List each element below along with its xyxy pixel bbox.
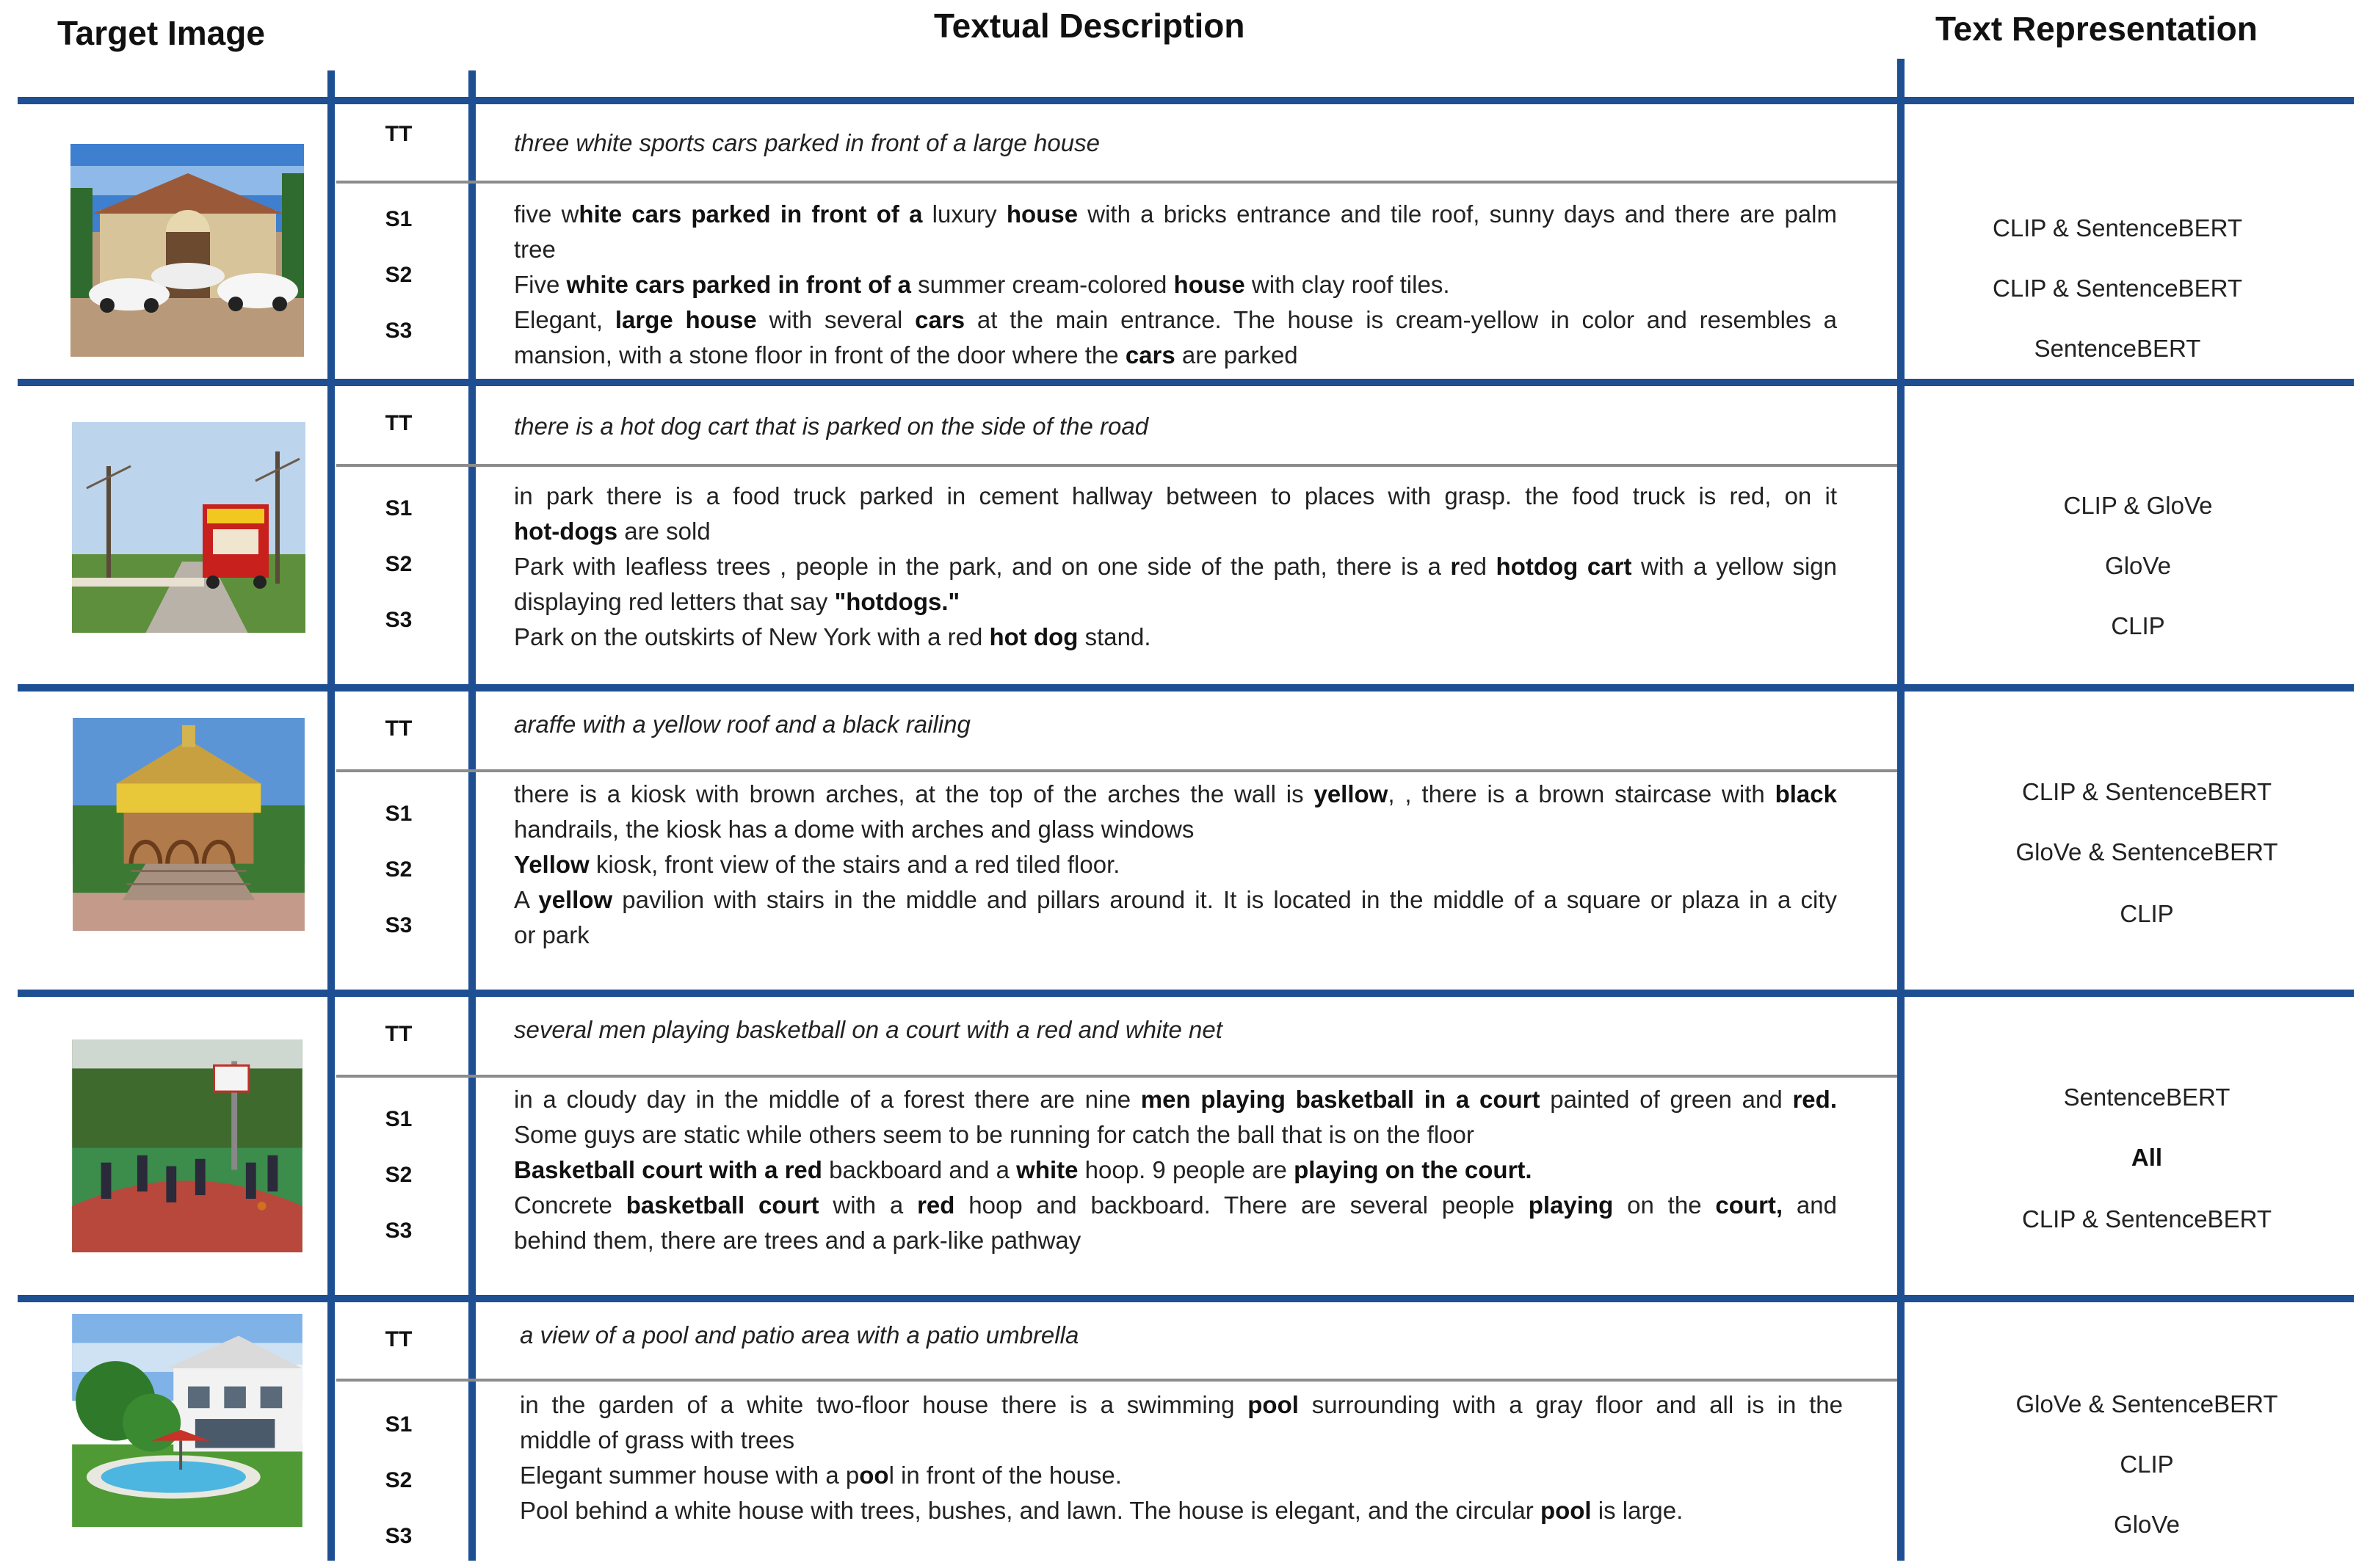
target-image-pool-house: [70, 1314, 304, 1530]
representation-s2: GloVe & SentenceBERT: [2015, 838, 2278, 865]
label-s2: S2: [385, 1163, 413, 1187]
representation-s2: GloVe: [2105, 552, 2171, 579]
representation-s1: CLIP & SentenceBERT: [2022, 778, 2272, 805]
label-s1: S1: [385, 496, 413, 520]
pool-house-icon: [70, 1314, 304, 1527]
tt-caption: several men playing basketball on a court with a red and white net: [514, 1016, 1222, 1043]
representation-s2: CLIP: [2120, 1451, 2174, 1478]
tt-caption: a view of a pool and patio area with a patio umbrella: [520, 1321, 1079, 1349]
sentences-block: in a cloudy day in the middle of a forest there are nine men playing basketball in a court painted of green and red. Some guys are static while others seem to be running for catch the ball that is on the floor Basketball court with a red backboard and a white hoop. 9 people are playing on the court. Concrete basketball court with a red hoop and backboard. There are several people playing on the court, and behind them, there are trees and a park-like pathway: [514, 1086, 1837, 1254]
tt-caption: araffe with a yellow roof and a black railing: [514, 711, 971, 738]
column-divider-image: [327, 70, 335, 1561]
tt-separator: [336, 464, 1897, 467]
label-tt: TT: [385, 1327, 413, 1351]
row-separator: [18, 97, 2354, 104]
gazebo-icon: [72, 718, 305, 931]
label-s3: S3: [385, 1524, 413, 1548]
target-image-mansion: [70, 144, 304, 357]
column-divider-label: [468, 70, 476, 1561]
sentences-block: in park there is a food truck parked in cement hallway between to places with grasp. the food truck is red, on it hot-dogs are sold Park with leafless trees , people in the park, and on one side of the path, there is a red hotdog cart with a yellow sign displaying red letters that say "hotdogs." Park on the outskirts of New York with a red hot dog stand.: [514, 482, 1838, 650]
header-text-representation: Text Representation: [1935, 10, 2258, 48]
label-s3: S3: [385, 1219, 413, 1243]
target-image-basketball: [70, 1039, 304, 1255]
hotdog-cart-icon: [72, 421, 305, 633]
label-tt: TT: [385, 122, 413, 146]
label-s3: S3: [385, 913, 413, 937]
tt-caption: three white sports cars parked in front of a large house: [514, 129, 1100, 156]
row-separator: [18, 1295, 2354, 1302]
tt-separator: [336, 181, 1897, 184]
target-image-hotdog-cart: [72, 421, 305, 633]
representation-s3: SentenceBERT: [2034, 335, 2201, 362]
representation-s3: CLIP: [2111, 612, 2165, 639]
tt-separator: [336, 769, 1897, 772]
sentences-block: there is a kiosk with brown arches, at the top of the arches the wall is yellow, , there is a brown staircase with black handrails, the kiosk has a dome with arches and glass windows Yellow kiosk, front view of the stairs and a red tiled floor. A yellow pavilion with stairs in the middle and pillars around it. It is located in the middle of a square or plaza in a city or park: [514, 780, 1837, 948]
representation-s2: CLIP & SentenceBERT: [1993, 275, 2242, 302]
label-s1: S1: [385, 1107, 413, 1131]
representation-s1: SentenceBERT: [2063, 1084, 2231, 1111]
row-separator: [18, 990, 2354, 997]
header-textual-description: Textual Description: [934, 7, 1245, 45]
label-s1: S1: [385, 802, 413, 826]
sentences-block: in the garden of a white two-floor house there is a swimming pool surrounding with a gray floor and all is in the middle of grass with trees Elegant summer house with a pool in front of the house. Pool behind a white house with trees, bushes, and lawn. The house is elegant, and the circular pool is large.: [520, 1391, 1843, 1524]
label-s3: S3: [385, 319, 413, 343]
row-separator: [18, 684, 2354, 692]
label-s1: S1: [385, 1412, 413, 1437]
tt-caption: there is a hot dog cart that is parked on the side of the road: [514, 413, 1149, 440]
target-image-gazebo: [72, 718, 305, 932]
label-s1: S1: [385, 207, 413, 231]
sentences-block: five white cars parked in front of a luxury house with a bricks entrance and tile roof, sunny days and there are palm tree Five white cars parked in front of a summer cream-colored house with clay roof tiles. Elegant, large house with several cars at the main entrance. The house is cream-yellow in color and resembles a mansion, with a stone floor in front of the door where the cars are parked: [514, 200, 1837, 369]
representation-s1: CLIP & GloVe: [2063, 492, 2213, 519]
tt-separator: [336, 1075, 1897, 1078]
basketball-court-icon: [70, 1039, 304, 1252]
representation-s3: GloVe: [2114, 1511, 2180, 1538]
mansion-cars-icon: [70, 144, 304, 357]
label-s2: S2: [385, 263, 413, 287]
representation-s1: CLIP & SentenceBERT: [1993, 214, 2242, 242]
header-target-image: Target Image: [57, 14, 265, 52]
label-tt: TT: [385, 1022, 413, 1046]
label-tt: TT: [385, 716, 413, 741]
label-s2: S2: [385, 552, 413, 576]
row-separator: [18, 379, 2354, 386]
label-s3: S3: [385, 608, 413, 632]
label-tt: TT: [385, 411, 413, 435]
label-s2: S2: [385, 857, 413, 882]
representation-s1: GloVe & SentenceBERT: [2015, 1390, 2278, 1418]
tt-separator: [336, 1379, 1897, 1382]
label-s2: S2: [385, 1468, 413, 1492]
representation-s3: CLIP & SentenceBERT: [2022, 1205, 2272, 1233]
representation-s3: CLIP: [2120, 900, 2174, 927]
representation-s2: All: [2131, 1144, 2163, 1171]
